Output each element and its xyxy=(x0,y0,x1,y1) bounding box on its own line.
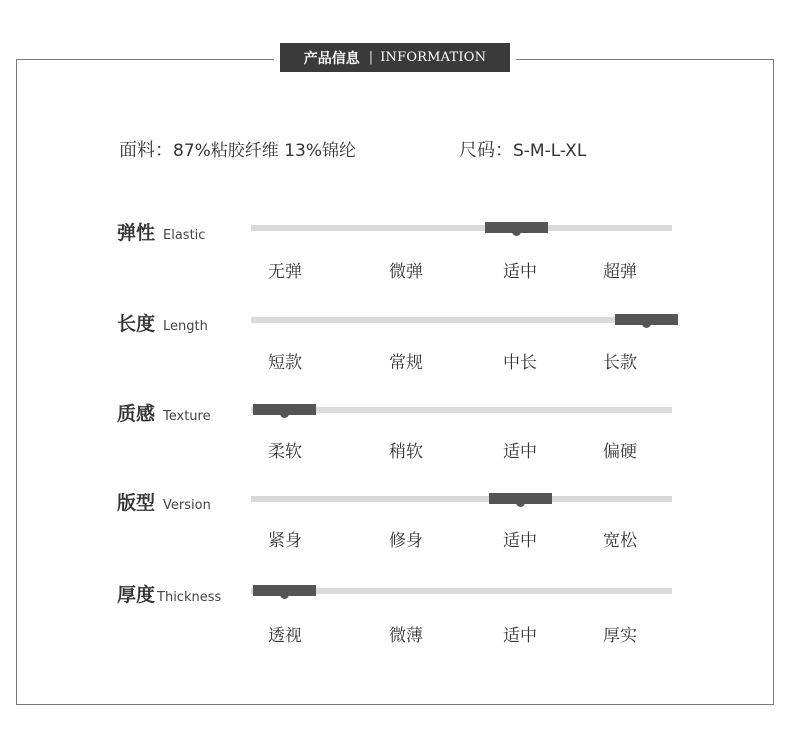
row-label-length xyxy=(117,309,208,336)
scale-option: 厚实 xyxy=(603,626,637,646)
header-separator: | xyxy=(368,50,374,65)
row-label-version xyxy=(117,488,211,515)
row-title-en: Thickness xyxy=(157,590,222,605)
row-label-elastic xyxy=(117,218,205,245)
scale-option: 超弹 xyxy=(603,262,637,282)
scale-track-thickness xyxy=(251,588,672,594)
row-title-en: Length xyxy=(163,319,208,334)
row-title-cn: 弹性 xyxy=(117,222,156,244)
scale-option: 适中 xyxy=(503,626,537,646)
row-title-cn: 厚度 xyxy=(117,584,156,606)
scale-option: 适中 xyxy=(503,442,537,462)
scale-option: 无弹 xyxy=(268,262,302,282)
fabric-value: 87%粘胶纤维 13%锦纶 xyxy=(173,141,356,161)
scale-track-version xyxy=(251,496,672,502)
row-label-texture xyxy=(117,399,211,426)
scale-track-texture xyxy=(251,407,672,413)
size-value: S-M-L-XL xyxy=(513,141,587,161)
scale-option: 柔软 xyxy=(268,442,302,462)
scale-option: 中长 xyxy=(503,353,537,373)
scale-option: 短款 xyxy=(268,353,302,373)
scale-option: 紧身 xyxy=(268,531,302,551)
scale-option: 适中 xyxy=(503,262,537,282)
scale-marker xyxy=(485,222,548,233)
row-title-en: Elastic xyxy=(163,228,206,243)
scale-option: 宽松 xyxy=(603,531,637,551)
scale-option: 透视 xyxy=(268,626,302,646)
scale-marker xyxy=(253,404,316,415)
scale-marker xyxy=(253,585,316,596)
row-title-cn: 质感 xyxy=(117,403,156,425)
scale-option: 适中 xyxy=(503,531,537,551)
scale-option: 稍软 xyxy=(389,442,423,462)
scale-track-length xyxy=(251,317,672,323)
fabric-label: 面料： xyxy=(119,140,173,161)
scale-option: 修身 xyxy=(389,531,423,551)
scale-option: 偏硬 xyxy=(603,442,637,462)
scale-option: 长款 xyxy=(603,353,637,373)
section-header xyxy=(280,43,510,72)
size-spec xyxy=(459,136,586,162)
header-title-cn: 产品信息 xyxy=(303,50,360,67)
scale-option: 微薄 xyxy=(389,626,423,646)
row-title-cn: 长度 xyxy=(117,313,156,335)
scale-option: 常规 xyxy=(389,353,423,373)
row-title-en: Texture xyxy=(163,409,211,424)
scale-track-elastic xyxy=(251,225,672,231)
fabric-spec xyxy=(119,136,356,162)
row-title-en: Version xyxy=(163,498,211,513)
row-title-cn: 版型 xyxy=(117,492,156,514)
scale-marker xyxy=(615,314,678,325)
scale-option: 微弹 xyxy=(389,262,423,282)
scale-marker xyxy=(489,493,552,504)
size-label: 尺码： xyxy=(459,140,513,161)
row-label-thickness xyxy=(117,580,221,607)
header-title-en: INFORMATION xyxy=(380,50,487,65)
